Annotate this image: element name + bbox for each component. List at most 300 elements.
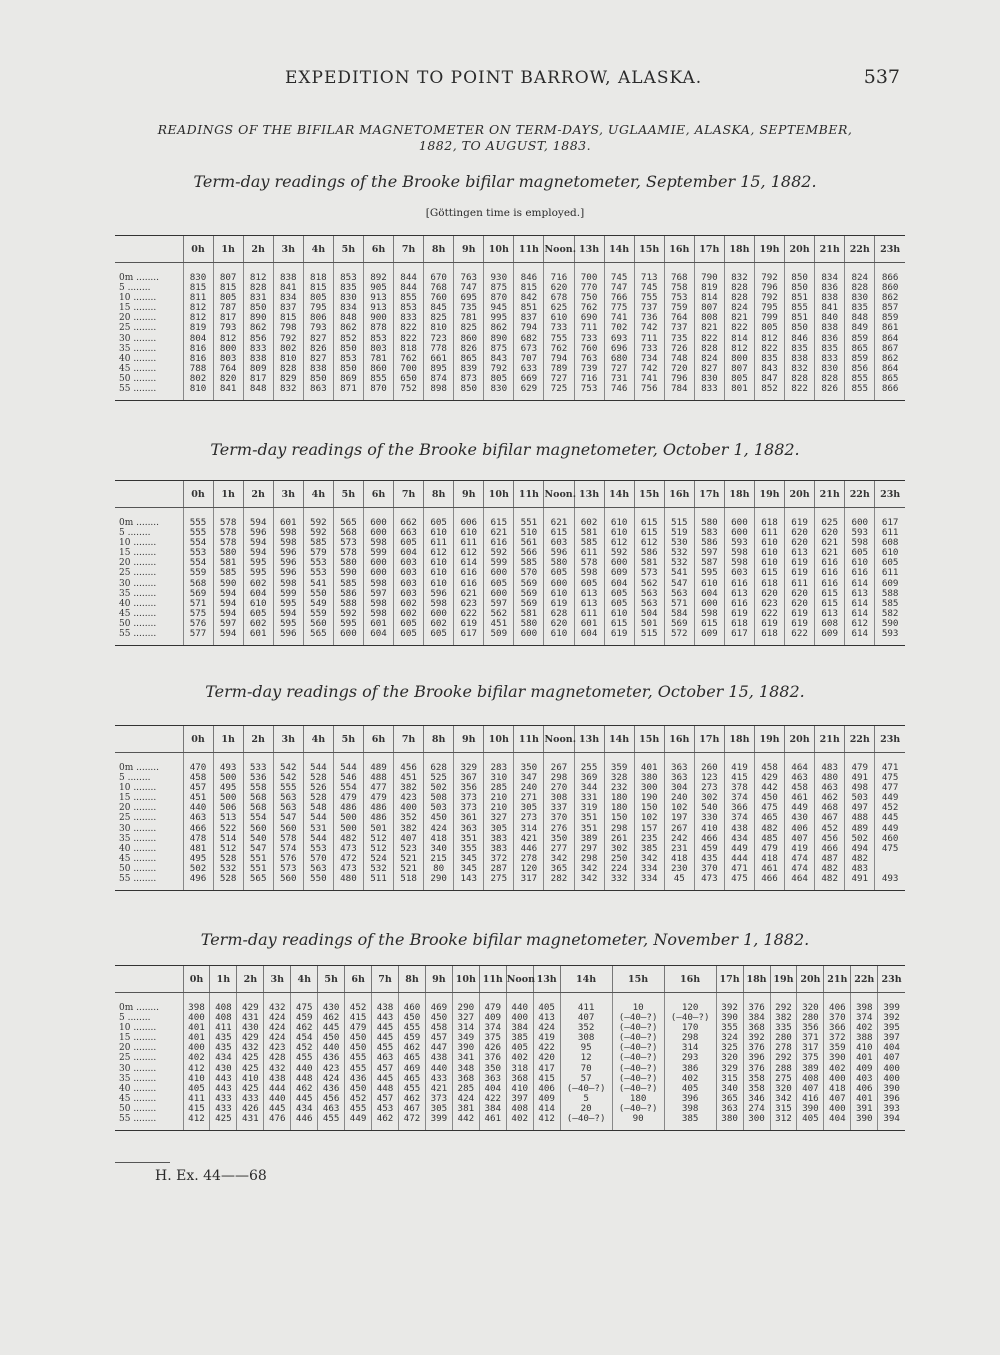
- reading-cell: 595: [333, 619, 363, 629]
- reading-cell: 843: [754, 364, 784, 374]
- reading-cell: 407: [878, 1053, 905, 1063]
- reading-cell: 460: [875, 834, 905, 844]
- reading-cell: 845: [424, 303, 454, 313]
- row-label: 20 ........: [119, 803, 157, 814]
- reading-cell: 599: [273, 589, 303, 599]
- reading-cell: 461: [785, 793, 815, 803]
- reading-cell: 585: [303, 538, 333, 548]
- reading-cell: 597: [484, 599, 514, 609]
- reading-cell: 467: [815, 813, 845, 823]
- reading-cell: 482: [815, 864, 845, 874]
- reading-cell: 622: [754, 609, 784, 619]
- reading-cell: 615: [544, 528, 574, 538]
- reading-cell: 768: [664, 263, 694, 284]
- reading-cell: 615: [634, 508, 664, 529]
- reading-cell: 462: [291, 1084, 318, 1094]
- reading-cell: 45: [664, 874, 694, 891]
- reading-cell: 592: [484, 548, 514, 558]
- reading-cell: 611: [424, 538, 454, 548]
- reading-cell: 604: [694, 589, 724, 599]
- reading-cell: 678: [544, 293, 574, 303]
- reading-cell: 616: [484, 538, 514, 548]
- reading-cell: 392: [743, 1033, 770, 1043]
- reading-cell: 864: [875, 364, 905, 374]
- reading-cell: 250: [604, 854, 634, 864]
- reading-cell: 431: [237, 1013, 264, 1023]
- reading-cell: 621: [815, 538, 845, 548]
- reading-cell: 778: [424, 344, 454, 354]
- reading-cell: 619: [544, 599, 574, 609]
- reading-cell: 503: [845, 793, 875, 803]
- reading-cell: 455: [345, 1104, 372, 1114]
- reading-cell: 595: [273, 599, 303, 609]
- reading-cell: 421: [425, 1084, 452, 1094]
- reading-cell: 480: [815, 773, 845, 783]
- reading-cell: 794: [514, 323, 544, 333]
- reading-cell: 748: [664, 354, 694, 364]
- reading-cell: 862: [875, 293, 905, 303]
- reading-cell: 616: [815, 568, 845, 578]
- reading-cell: 816: [183, 354, 213, 364]
- reading-cell: 407: [797, 1084, 824, 1094]
- reading-cell: 603: [394, 589, 424, 599]
- reading-cell: 532: [664, 548, 694, 558]
- reading-cell: 595: [694, 568, 724, 578]
- reading-cell: 900: [363, 313, 393, 323]
- table-row: [115, 334, 905, 344]
- table-row: [115, 824, 905, 834]
- reading-cell: 443: [372, 1013, 399, 1023]
- reading-cell: 600: [363, 558, 393, 568]
- row-label: 15 ........: [119, 1033, 157, 1044]
- reading-cell: 404: [824, 1114, 851, 1131]
- reading-cell: 585: [875, 599, 905, 609]
- reading-cell: 615: [604, 619, 634, 629]
- row-label: 35 ........: [119, 588, 157, 599]
- reading-cell: 503: [424, 803, 454, 813]
- reading-cell: 123: [694, 773, 724, 783]
- reading-cell: 90: [612, 1114, 664, 1131]
- column-header: 13h: [574, 236, 604, 263]
- reading-cell: 224: [604, 864, 634, 874]
- reading-cell: 583: [694, 528, 724, 538]
- reading-cell: 544: [303, 813, 333, 823]
- reading-cell: 463: [815, 783, 845, 793]
- column-header: 11h: [514, 726, 544, 753]
- reading-cell: 569: [183, 589, 213, 599]
- reading-cell: 434: [724, 834, 754, 844]
- reading-cell: 544: [303, 753, 333, 774]
- reading-cell: 596: [424, 589, 454, 599]
- column-header: 13h: [574, 726, 604, 753]
- reading-cell: 824: [724, 303, 754, 313]
- reading-cell: 445: [372, 1074, 399, 1084]
- reading-cell: 568: [333, 528, 363, 538]
- table-row: [115, 374, 905, 384]
- reading-cell: 595: [243, 558, 273, 568]
- reading-cell: 821: [724, 313, 754, 323]
- reading-cell: 747: [604, 283, 634, 293]
- reading-cell: 374: [851, 1013, 878, 1023]
- reading-cell: 372: [824, 1033, 851, 1043]
- reading-cell: 585: [514, 558, 544, 568]
- reading-cell: 255: [574, 753, 604, 774]
- table-caption-oct-15: Term-day readings of the Brooke bifilar magnetometer, October 15, 1882.: [205, 682, 805, 701]
- reading-cell: 430: [785, 813, 815, 823]
- reading-cell: 601: [243, 629, 273, 646]
- reading-cell: 621: [454, 589, 484, 599]
- reading-cell: 577: [183, 629, 213, 646]
- header-blank: [115, 481, 183, 508]
- reading-cell: 611: [574, 548, 604, 558]
- reading-cell: 575: [183, 609, 213, 619]
- reading-cell: 394: [878, 1114, 905, 1131]
- reading-cell: 458: [425, 1023, 452, 1033]
- reading-cell: 824: [845, 263, 875, 284]
- column-header: 18h: [724, 481, 754, 508]
- reading-cell: 828: [243, 283, 273, 293]
- row-label: 10 ........: [119, 293, 157, 304]
- reading-cell: 328: [604, 773, 634, 783]
- reading-cell: 866: [875, 384, 905, 401]
- reading-cell: 792: [484, 364, 514, 374]
- reading-cell: 746: [604, 384, 634, 401]
- reading-cell: 433: [210, 1094, 237, 1104]
- table-row: [115, 1074, 905, 1084]
- reading-cell: 824: [694, 354, 724, 364]
- column-header: 19h: [754, 481, 784, 508]
- reading-cell: 619: [785, 508, 815, 529]
- reading-cell: 232: [604, 783, 634, 793]
- column-header: 11h: [514, 481, 544, 508]
- reading-cell: 742: [634, 364, 664, 374]
- reading-cell: 614: [454, 558, 484, 568]
- reading-cell: 170: [664, 1023, 716, 1033]
- reading-cell: 596: [544, 548, 574, 558]
- reading-cell: 859: [875, 313, 905, 323]
- reading-cell: 456: [394, 753, 424, 774]
- column-header: 14h: [560, 966, 612, 993]
- reading-cell: 784: [664, 384, 694, 401]
- reading-cell: 267: [544, 753, 574, 774]
- reading-cell: 432: [264, 1064, 291, 1074]
- table-row: [115, 548, 905, 558]
- reading-cell: 613: [574, 589, 604, 599]
- reading-cell: 426: [237, 1104, 264, 1114]
- reading-cell: 598: [363, 538, 393, 548]
- reading-cell: 415: [724, 773, 754, 783]
- reading-cell: 750: [574, 293, 604, 303]
- table-row: [115, 993, 905, 1014]
- reading-cell: 459: [399, 1033, 426, 1043]
- reading-cell: 488: [845, 813, 875, 823]
- reading-cell: 560: [273, 824, 303, 834]
- reading-cell: 828: [724, 293, 754, 303]
- reading-cell: 615: [815, 589, 845, 599]
- reading-cell: 576: [183, 619, 213, 629]
- reading-cell: 395: [878, 1023, 905, 1033]
- reading-cell: 842: [514, 293, 544, 303]
- column-header: 21h: [815, 726, 845, 753]
- reading-cell: 261: [604, 834, 634, 844]
- reading-cell: 822: [694, 334, 724, 344]
- reading-cell: 799: [754, 313, 784, 323]
- reading-cell: 760: [574, 344, 604, 354]
- reading-cell: 384: [743, 1013, 770, 1023]
- column-header: 4h: [303, 236, 333, 263]
- reading-cell: 374: [724, 813, 754, 823]
- reading-cell: 605: [424, 629, 454, 646]
- reading-cell: 610: [604, 528, 634, 538]
- reading-cell: 610: [754, 558, 784, 568]
- reading-cell: 836: [815, 283, 845, 293]
- reading-cell: 945: [484, 303, 514, 313]
- column-header: 0h: [183, 481, 213, 508]
- column-header: 18h: [724, 726, 754, 753]
- reading-cell: 491: [845, 773, 875, 783]
- row-label: 50 ........: [119, 863, 157, 874]
- reading-cell: 495: [213, 783, 243, 793]
- reading-cell: 810: [273, 354, 303, 364]
- reading-cell: (—40—?): [612, 1084, 664, 1094]
- reading-cell: 614: [845, 579, 875, 589]
- reading-cell: 459: [291, 1013, 318, 1023]
- reading-cell: 446: [291, 1114, 318, 1131]
- reading-cell: 617: [454, 629, 484, 646]
- reading-cell: 466: [694, 834, 724, 844]
- reading-cell: 837: [514, 313, 544, 323]
- reading-cell: 829: [273, 374, 303, 384]
- reading-cell: (—40—?): [560, 1084, 612, 1094]
- reading-cell: 413: [533, 1013, 560, 1023]
- reading-cell: (—40—?): [612, 1104, 664, 1114]
- reading-cell: 451: [394, 773, 424, 783]
- table-row: [115, 384, 905, 401]
- reading-cell: 838: [785, 354, 815, 364]
- row-label: 0m ........: [119, 518, 160, 528]
- row-label: 20 ........: [119, 313, 157, 324]
- column-header: 21h: [815, 481, 845, 508]
- reading-cell: 835: [333, 283, 363, 293]
- reading-cell: 305: [425, 1104, 452, 1114]
- reading-cell: 592: [333, 609, 363, 619]
- column-header: Noon.: [544, 481, 574, 508]
- reading-cell: 853: [394, 303, 424, 313]
- column-header: 20h: [785, 236, 815, 263]
- reading-cell: 374: [479, 1023, 506, 1033]
- reading-cell: 457: [372, 1064, 399, 1074]
- reading-cell: 399: [425, 1114, 452, 1131]
- reading-cell: 402: [851, 1023, 878, 1033]
- reading-cell: 298: [604, 824, 634, 834]
- reading-cell: 696: [604, 344, 634, 354]
- row-label: 30 ........: [119, 578, 157, 589]
- reading-cell: 835: [845, 303, 875, 313]
- reading-cell: 863: [303, 384, 333, 401]
- reading-cell: 342: [544, 854, 574, 864]
- reading-cell: 611: [454, 538, 484, 548]
- reading-cell: 616: [815, 579, 845, 589]
- reading-cell: 875: [484, 283, 514, 293]
- reading-cell: 610: [544, 589, 574, 599]
- reading-cell: 429: [237, 1033, 264, 1043]
- reading-cell: 995: [484, 313, 514, 323]
- column-header: 22h: [845, 726, 875, 753]
- reading-cell: 753: [574, 384, 604, 401]
- reading-cell: 402: [824, 1064, 851, 1074]
- reading-cell: 563: [634, 599, 664, 609]
- reading-cell: 846: [514, 263, 544, 284]
- reading-cell: 610: [424, 579, 454, 589]
- reading-cell: 467: [399, 1104, 426, 1114]
- reading-cell: 862: [333, 323, 363, 333]
- reading-cell: 629: [514, 384, 544, 401]
- reading-cell: 603: [724, 568, 754, 578]
- reading-cell: 340: [424, 844, 454, 854]
- reading-cell: 409: [479, 1013, 506, 1023]
- reading-cell: 356: [797, 1023, 824, 1033]
- column-header: 23h: [875, 236, 905, 263]
- reading-cell: 455: [399, 1084, 426, 1094]
- reading-cell: 578: [333, 548, 363, 558]
- reading-cell: 814: [694, 293, 724, 303]
- reading-cell: 594: [243, 548, 273, 558]
- reading-cell: 550: [303, 874, 333, 891]
- reading-cell: 450: [345, 1033, 372, 1043]
- reading-cell: 352: [394, 813, 424, 823]
- reading-cell: 541: [664, 568, 694, 578]
- reading-cell: 475: [875, 844, 905, 854]
- reading-cell: 617: [875, 508, 905, 529]
- reading-cell: 600: [514, 629, 544, 646]
- reading-cell: 451: [484, 619, 514, 629]
- column-header: 1h: [213, 481, 243, 508]
- reading-cell: 471: [875, 753, 905, 774]
- column-header: 6h: [345, 966, 372, 993]
- reading-cell: 726: [664, 344, 694, 354]
- column-header: 8h: [424, 236, 454, 263]
- reading-cell: 407: [785, 834, 815, 844]
- reading-cell: 385: [506, 1033, 533, 1043]
- reading-cell: 449: [875, 824, 905, 834]
- table-row: [115, 1114, 905, 1131]
- reading-cell: 526: [303, 783, 333, 793]
- reading-cell: 610: [243, 599, 273, 609]
- table-row: [115, 1084, 905, 1094]
- reading-cell: 267: [664, 824, 694, 834]
- reading-cell: 450: [425, 1013, 452, 1023]
- reading-cell: 373: [454, 793, 484, 803]
- reading-cell: 405: [797, 1114, 824, 1131]
- reading-cell: 456: [318, 1094, 345, 1104]
- row-label: 40 ........: [119, 1083, 157, 1094]
- reading-cell: 350: [514, 753, 544, 774]
- row-label: 10 ........: [119, 1023, 157, 1034]
- reading-cell: 578: [213, 528, 243, 538]
- reading-cell: 609: [815, 629, 845, 646]
- column-header: 17h: [694, 236, 724, 263]
- reading-cell: 465: [399, 1074, 426, 1084]
- reading-cell: 781: [454, 313, 484, 323]
- reading-cell: 830: [694, 374, 724, 384]
- reading-cell: 469: [425, 993, 452, 1014]
- table-row: [115, 508, 905, 529]
- reading-cell: 210: [484, 793, 514, 803]
- column-header: 2h: [237, 966, 264, 993]
- reading-cell: 828: [785, 374, 815, 384]
- reading-cell: 431: [237, 1114, 264, 1131]
- column-header: 7h: [394, 726, 424, 753]
- column-header: 17h: [694, 726, 724, 753]
- reading-cell: 549: [303, 599, 333, 609]
- table-row: [115, 753, 905, 774]
- reading-cell: 418: [664, 854, 694, 864]
- reading-cell: 853: [363, 334, 393, 344]
- reading-cell: 620: [785, 589, 815, 599]
- reading-cell: 466: [815, 844, 845, 854]
- reading-cell: 242: [664, 834, 694, 844]
- reading-cell: 570: [303, 854, 333, 864]
- reading-cell: 736: [634, 313, 664, 323]
- column-header: 1h: [213, 236, 243, 263]
- reading-cell: 742: [634, 323, 664, 333]
- reading-cell: 442: [754, 783, 784, 793]
- reading-cell: 616: [454, 568, 484, 578]
- reading-cell: 848: [243, 384, 273, 401]
- reading-cell: 455: [345, 1064, 372, 1074]
- column-header: 1h: [210, 966, 237, 993]
- reading-cell: 401: [634, 753, 664, 774]
- reading-cell: 802: [273, 344, 303, 354]
- reading-cell: 763: [454, 263, 484, 284]
- reading-cell: 381: [452, 1104, 479, 1114]
- reading-cell: 890: [484, 334, 514, 344]
- reading-cell: 102: [634, 813, 664, 823]
- reading-cell: 356: [454, 783, 484, 793]
- reading-cell: 673: [514, 344, 544, 354]
- reading-cell: 290: [424, 874, 454, 891]
- reading-cell: 832: [273, 384, 303, 401]
- reading-cell: 595: [273, 619, 303, 629]
- reading-cell: 598: [694, 609, 724, 619]
- reading-cell: 551: [514, 508, 544, 529]
- reading-cell: 406: [533, 1084, 560, 1094]
- reading-cell: 554: [183, 558, 213, 568]
- reading-cell: 300: [634, 783, 664, 793]
- reading-cell: 315: [716, 1074, 743, 1084]
- reading-cell: 568: [243, 793, 273, 803]
- reading-cell: 700: [574, 263, 604, 284]
- reading-cell: 375: [797, 1053, 824, 1063]
- reading-cell: 739: [574, 364, 604, 374]
- reading-cell: 521: [394, 864, 424, 874]
- reading-cell: 569: [514, 579, 544, 589]
- reading-cell: 600: [484, 589, 514, 599]
- reading-cell: 432: [264, 993, 291, 1014]
- reading-cell: 456: [815, 834, 845, 844]
- reading-cell: 837: [273, 303, 303, 313]
- reading-cell: 487: [815, 854, 845, 864]
- reading-cell: 833: [394, 313, 424, 323]
- reading-cell: 762: [394, 354, 424, 364]
- reading-cell: 383: [484, 844, 514, 854]
- reading-cell: 716: [574, 374, 604, 384]
- reading-cell: 812: [183, 313, 213, 323]
- reading-cell: 830: [484, 384, 514, 401]
- reading-cell: 580: [213, 548, 243, 558]
- reading-cell: 197: [664, 813, 694, 823]
- reading-cell: 512: [363, 834, 393, 844]
